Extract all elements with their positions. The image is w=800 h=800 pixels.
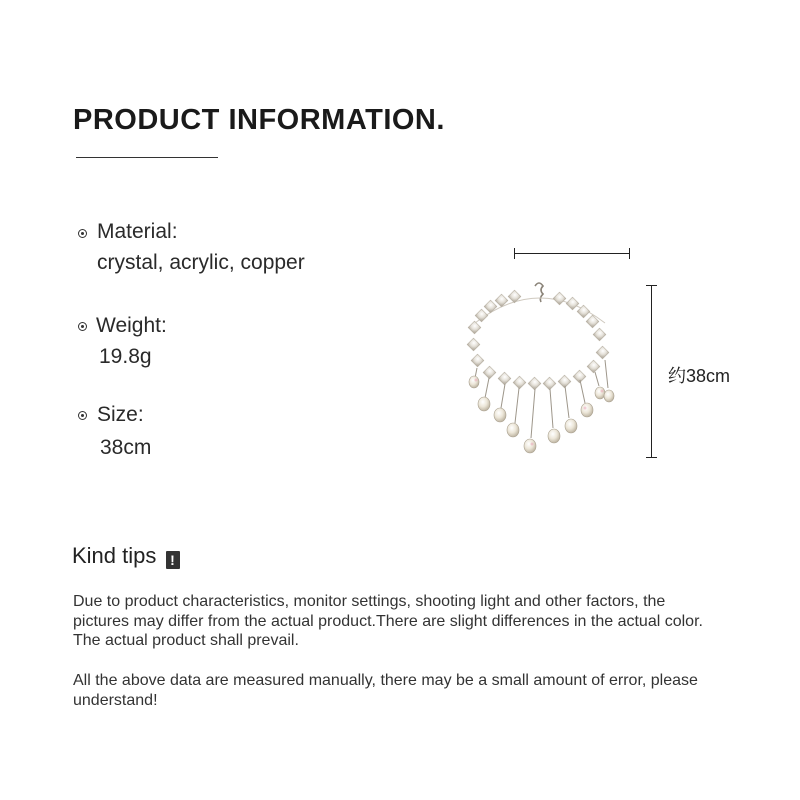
title-underline	[76, 157, 218, 158]
spec-label-material: Material:	[97, 220, 178, 243]
exclamation-icon: !	[166, 551, 180, 569]
spec-value-size: 38cm	[100, 436, 152, 459]
spec-value-material: crystal, acrylic, copper	[97, 251, 305, 274]
spec-label-size: Size:	[97, 403, 144, 426]
dimension-cap-left	[514, 248, 515, 259]
kind-tips-heading	[72, 543, 180, 569]
dimension-line-horizontal	[515, 253, 629, 254]
bullet-icon	[78, 322, 87, 331]
spec-value-weight: 19.8g	[99, 345, 152, 368]
spec-label-weight: Weight:	[96, 314, 167, 337]
notice-paragraph-1: Due to product characteristics, monitor settings, shooting light and other factors, the pictures may differ from the actual product.There are slight differences in the actual color. The actual product shall prevail.	[73, 593, 703, 649]
dimension-cap-bottom	[646, 457, 657, 458]
size-label: 约38cm	[668, 366, 731, 386]
crystal-necklace-icon	[455, 278, 630, 463]
kind-tips-title: Kind tips	[72, 543, 157, 568]
bullet-icon	[78, 411, 87, 420]
page-title: PRODUCT INFORMATION.	[73, 104, 445, 136]
dimension-cap-right	[629, 248, 630, 259]
dimension-cap-top	[646, 285, 657, 286]
bullet-icon	[78, 229, 87, 238]
dimension-line-vertical	[651, 285, 652, 457]
notice-paragraph-2: All the above data are measured manually, there may be a small amount of error, please understand!	[73, 672, 698, 709]
